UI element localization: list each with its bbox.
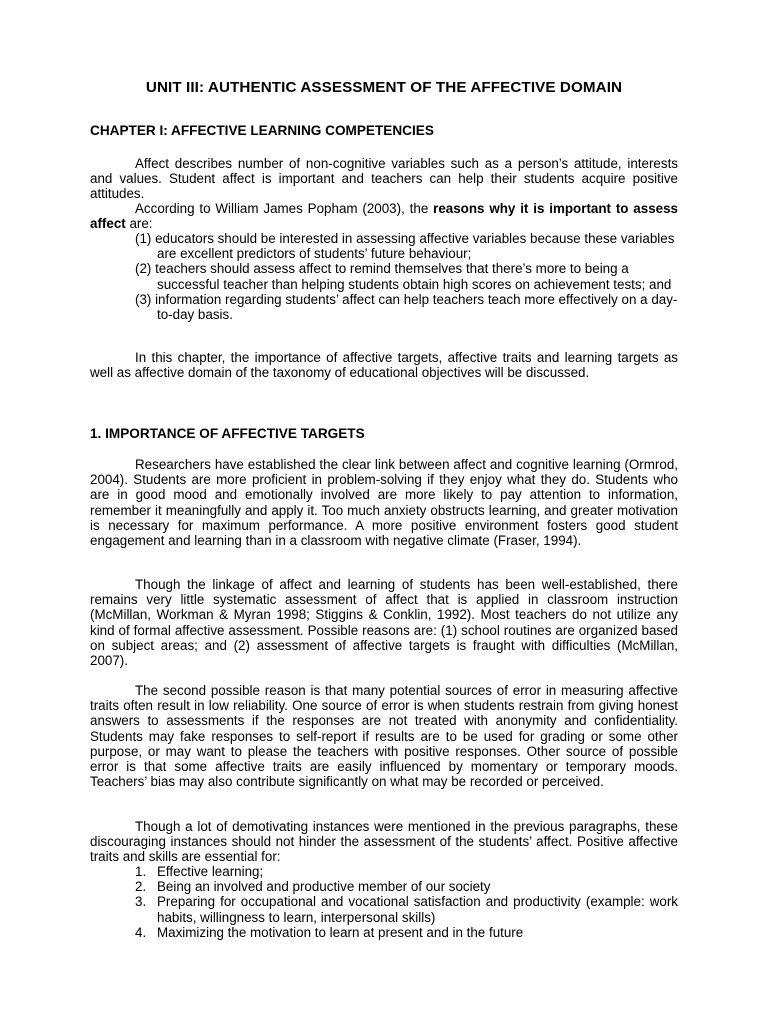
section-1-paragraph-2 bbox=[90, 577, 678, 668]
list-item bbox=[135, 864, 678, 879]
section-1-title: 1. IMPORTANCE OF AFFECTIVE TARGETS bbox=[90, 426, 365, 441]
intro-paragraph-1 bbox=[90, 156, 678, 202]
list-item-text: Maximizing the motivation to learn at present and in the future bbox=[157, 924, 524, 940]
benefits-list bbox=[135, 864, 678, 940]
list-item bbox=[135, 925, 678, 940]
list-item-text: Being an involved and productive member of our society bbox=[157, 879, 491, 895]
intro-paragraph-2-post: are: bbox=[125, 216, 153, 232]
intro-paragraph-3-text: In this chapter, the importance of affective targets, affective traits and learning targets as well as affective domain of the taxonomy of educational objectives will be discussed. bbox=[90, 350, 678, 381]
reasons-list bbox=[135, 231, 678, 322]
section-1-paragraph-1 bbox=[90, 457, 678, 548]
section-1-paragraph-4 bbox=[90, 819, 678, 865]
section-1-paragraph-3 bbox=[90, 683, 678, 789]
reason-item: (3) information regarding students’ affect can help teachers teach more effectively on a day-to-day basis. bbox=[135, 291, 678, 323]
section-1-paragraph-2-text: Though the linkage of affect and learning of students has been well-established, there remains very little systematic assessment of affect that is applied in classroom instruction (McMillan, Workman & Myran 1998; Stiggins & Conklin, 1992). Most teachers do not utilize any kind of formal affective assessment. Possible reasons are: (1) school routines are organized based on subject areas; and (2) assessment of affective targets is fraught with difficulties (McMillan, 2007). bbox=[90, 577, 678, 669]
list-item bbox=[135, 879, 678, 894]
intro-paragraph-2 bbox=[90, 201, 678, 231]
chapter-title: CHAPTER I: AFFECTIVE LEARNING COMPETENCIES bbox=[90, 123, 434, 138]
reason-item: (2) teachers should assess affect to remind themselves that there’s more to being a successful teacher than helping students obtain high scores on achievement tests; and bbox=[135, 261, 672, 292]
intro-paragraph-2-bold: reasons why it is important to assess affect bbox=[90, 201, 678, 232]
list-item-number: 1. bbox=[135, 864, 147, 879]
list-item-number: 4. bbox=[135, 924, 147, 940]
intro-paragraph-3 bbox=[90, 350, 678, 380]
unit-title: UNIT III: AUTHENTIC ASSESSMENT OF THE AFFECTIVE DOMAIN bbox=[145, 79, 623, 96]
list-item-text: Preparing for occupational and vocational satisfaction and productivity (example: work habits, willingness to learn, interpersonal skills) bbox=[157, 894, 678, 925]
reason-item: (1) educators should be interested in assessing affective variables because these variables are excellent predictors of students’ future behaviour; bbox=[135, 231, 675, 262]
list-item bbox=[135, 894, 678, 924]
list-item-number: 3. bbox=[135, 894, 147, 910]
list-item-number: 2. bbox=[135, 879, 147, 895]
section-1-paragraph-1-text: Researchers have established the clear link between affect and cognitive learning (Ormrod, 2004). Students are more proficient in problem-solving if they enjoy what they do. Students who are in good mood and emotionally involved are more likely to pay attention to information, remember it meaningfully and apply it. Too much anxiety obstructs learning, and greater motivation is necessary for maximum performance. A more positive environment fosters good student engagement and learning than in a classroom with negative climate (Fraser, 1994). bbox=[90, 457, 678, 549]
section-1-paragraph-3-text: The second possible reason is that many potential sources of error in measuring affective traits often result in low reliability. One source of error is when students restrain from giving honest answers to assessments if the responses are not treated with anonymity and confidentiality. Students may fake responses to self-report if results are to be used for grading or some other purpose, or may want to please the teachers with positive responses. Other source of possible error is that some affective traits are easily influenced by momentary or temporary moods. Teachers’ bias may also contribute significantly on what may be recorded or perceived. bbox=[90, 683, 678, 790]
list-item-text: Effective learning; bbox=[157, 864, 264, 879]
section-1-paragraph-4-text: Though a lot of demotivating instances were mentioned in the previous paragraphs, these discouraging instances should not hinder the assessment of the students’ affect. Positive affective traits and skills are essential for: bbox=[90, 819, 678, 865]
intro-paragraph-1-text: Affect describes number of non-cognitive variables such as a person’s attitude, interests and values. Student affect is important and teachers can help their students acquire positive attitudes. bbox=[90, 156, 678, 202]
intro-paragraph-2-pre: According to William James Popham (2003), the bbox=[135, 201, 434, 216]
